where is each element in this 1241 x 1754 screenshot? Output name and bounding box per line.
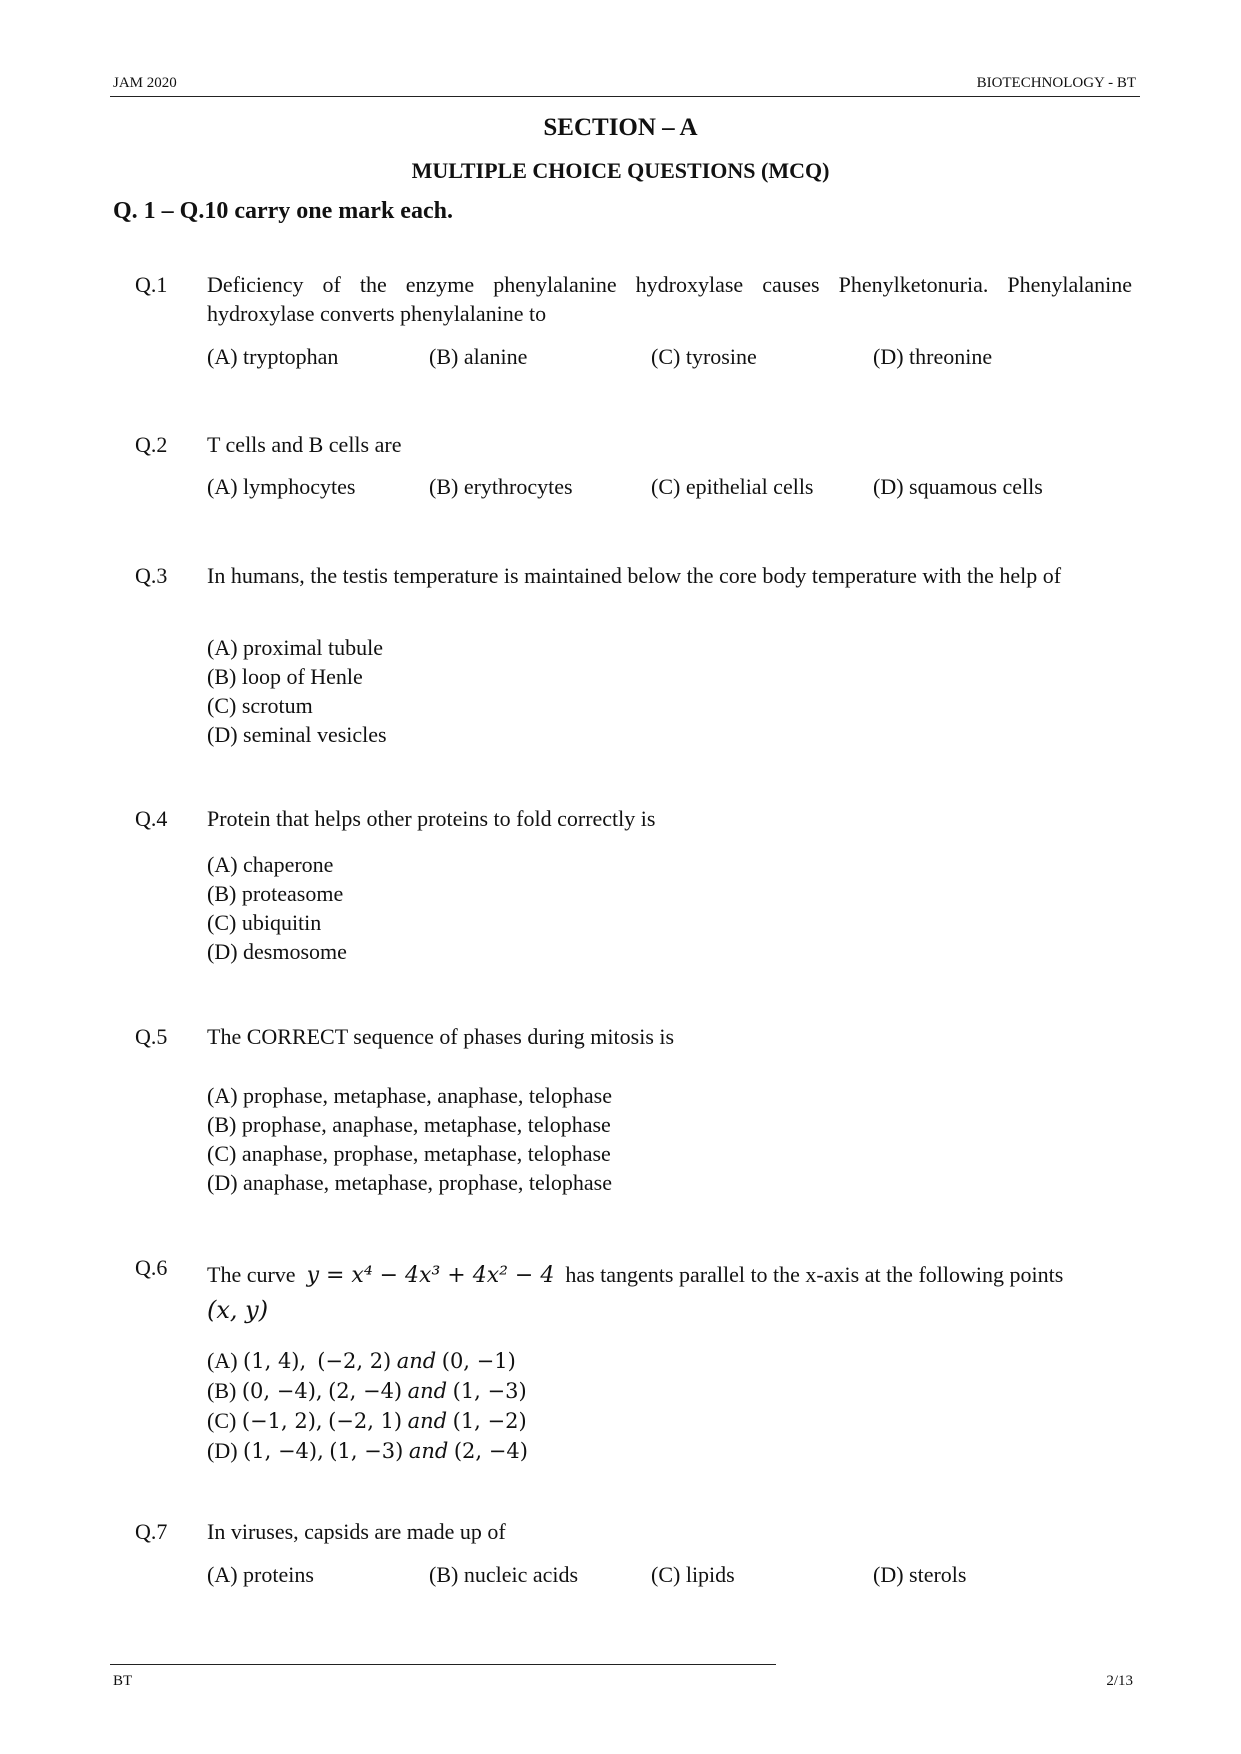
question-number: Q.1 xyxy=(135,272,168,297)
option-a: (A) chaperone xyxy=(207,852,334,877)
point-notation: (x, y) xyxy=(207,1296,269,1324)
header-exam-name: JAM 2020 xyxy=(113,75,177,91)
option-list xyxy=(207,1081,612,1197)
question-text: In viruses, capsids are made up of xyxy=(207,1519,506,1544)
option-b: (B) proteasome xyxy=(207,881,344,906)
option-d: (D) threonine xyxy=(873,344,993,369)
option-a: (A) proteins xyxy=(207,1562,314,1587)
option-list xyxy=(207,1346,528,1466)
option-d: (D) squamous cells xyxy=(873,474,1043,499)
option-b: (B) nucleic acids xyxy=(429,1562,579,1587)
option-d: (D) desmosome xyxy=(207,939,347,964)
header-divider xyxy=(110,96,1140,97)
option-c: (C) (−1, 2), (−2, 1) and (1, −2) xyxy=(207,1408,527,1433)
question-text xyxy=(207,1258,1132,1328)
question-number: Q.6 xyxy=(135,1255,168,1280)
question-number: Q.3 xyxy=(135,563,168,588)
question-text-after: has tangents parallel to the x-axis at the following points xyxy=(565,1262,1064,1287)
question-number: Q.7 xyxy=(135,1519,168,1544)
question-text: In humans, the testis temperature is maintained below the core body temperature with the help of xyxy=(207,563,1062,588)
section-title: SECTION – A xyxy=(543,114,698,141)
marks-note: Q. 1 – Q.10 carry one mark each. xyxy=(113,198,453,224)
option-a: (A) proximal tubule xyxy=(207,635,383,660)
option-d: (D) seminal vesicles xyxy=(207,722,387,747)
option-d: (D) (1, −4), (1, −3) and (2, −4) xyxy=(207,1438,528,1463)
option-c: (C) tyrosine xyxy=(651,344,757,369)
option-b: (B) alanine xyxy=(429,344,528,369)
page-number: 2/13 xyxy=(1106,1673,1133,1689)
question-text: Deficiency of the enzyme phenylalanine hydroxylase causes Phenylketonuria. Phenylalanine hydroxylase converts phenylalanine to xyxy=(207,272,1132,326)
option-b: (B) loop of Henle xyxy=(207,664,363,689)
option-a: (A) tryptophan xyxy=(207,344,339,369)
option-a: (A) (1, 4), (−2, 2) and (0, −1) xyxy=(207,1348,516,1373)
question-text: T cells and B cells are xyxy=(207,432,402,457)
question-number: Q.5 xyxy=(135,1024,168,1049)
option-c: (C) lipids xyxy=(651,1562,735,1587)
option-b: (B) (0, −4), (2, −4) and (1, −3) xyxy=(207,1378,527,1403)
footer-paper-code: BT xyxy=(113,1673,133,1689)
question-text-before: The curve xyxy=(207,1262,296,1287)
option-c: (C) epithelial cells xyxy=(651,474,814,499)
option-c: (C) anaphase, prophase, metaphase, telophase xyxy=(207,1141,611,1166)
option-c: (C) scrotum xyxy=(207,693,313,718)
question-number: Q.4 xyxy=(135,806,168,831)
option-list xyxy=(207,633,387,749)
question-text: Protein that helps other proteins to fold correctly is xyxy=(207,806,656,831)
option-d: (D) anaphase, metaphase, prophase, telophase xyxy=(207,1170,613,1195)
curve-equation: y = x⁴ − 4x³ + 4x² − 4 xyxy=(306,1263,555,1288)
option-list xyxy=(207,850,347,966)
header-subject: BIOTECHNOLOGY - BT xyxy=(976,75,1136,91)
question-text: The CORRECT sequence of phases during mitosis is xyxy=(207,1024,675,1049)
option-d: (D) sterols xyxy=(873,1562,967,1587)
footer-divider xyxy=(110,1664,776,1665)
option-a: (A) lymphocytes xyxy=(207,474,356,499)
question-number: Q.2 xyxy=(135,432,168,457)
option-b: (B) erythrocytes xyxy=(429,474,573,499)
section-subtitle: MULTIPLE CHOICE QUESTIONS (MCQ) xyxy=(411,158,830,183)
option-b: (B) prophase, anaphase, metaphase, telophase xyxy=(207,1112,611,1137)
option-c: (C) ubiquitin xyxy=(207,910,322,935)
option-a: (A) prophase, metaphase, anaphase, telophase xyxy=(207,1083,613,1108)
